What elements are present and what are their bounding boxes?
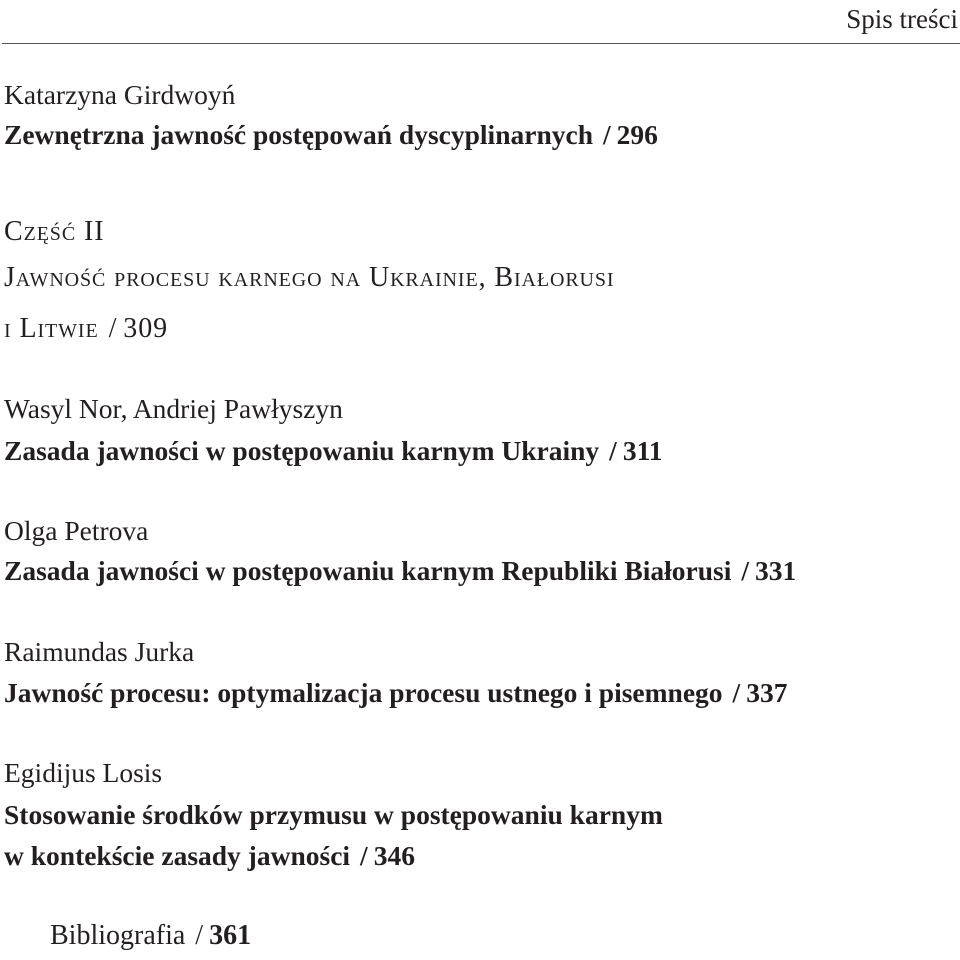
- running-header-title: Spis treści: [846, 4, 958, 34]
- entry-author: Wasyl Nor, Andriej Pawłyszyn: [4, 393, 343, 424]
- bibliography-label: Bibliografia: [50, 920, 186, 951]
- entry-title: [4, 117, 658, 153]
- header-rule: [2, 43, 960, 44]
- bibliography-entry: [50, 918, 251, 954]
- entry-title-text: w kontekście zasady jawności: [4, 840, 351, 871]
- page-separator: /: [360, 840, 368, 871]
- part-title-line: [4, 311, 168, 347]
- part-title-text: i Litwie: [4, 313, 99, 344]
- page-separator: /: [195, 920, 204, 951]
- entry-page-number: 337: [746, 677, 788, 708]
- entry-author: Egidijus Losis: [4, 757, 163, 788]
- entry-page-number: 331: [755, 555, 797, 586]
- entry-title-text: Zewnętrzna jawność postępowań dyscyplinarnych: [4, 119, 593, 150]
- page-separator: /: [741, 555, 750, 586]
- page-header: [0, 0, 960, 46]
- part-title-line: Jawność procesu karnego na Ukrainie, Białorusi: [4, 262, 615, 293]
- entry-title-text: Jawność procesu: optymalizacja procesu ustnego i pisemnego: [4, 677, 723, 708]
- page-separator: /: [609, 435, 617, 466]
- entry-author: Raimundas Jurka: [4, 636, 195, 667]
- page-separator: /: [108, 313, 118, 344]
- entry-page-number: 311: [622, 435, 663, 466]
- entry-page-number: 346: [373, 840, 415, 871]
- entry-title-text: Zasada jawności w postępowaniu karnym Ukrainy: [4, 435, 600, 466]
- entry-title-line: Stosowanie środków przymusu w postępowaniu karnym: [4, 799, 663, 830]
- entry-title: [4, 553, 796, 589]
- page-separator: /: [603, 119, 611, 150]
- entry-title: [4, 838, 415, 874]
- entry-title: [4, 433, 663, 469]
- entry-author: Olga Petrova: [4, 515, 149, 546]
- entry-page-number: 296: [616, 119, 658, 150]
- part-page-number: 309: [123, 313, 168, 344]
- bibliography-page-number: 361: [209, 920, 252, 951]
- entry-title: [4, 675, 787, 711]
- entry-author: Katarzyna Girdwoyń: [4, 79, 236, 110]
- entry-title-text: Zasada jawności w postępowaniu karnym Republiki Białorusi: [4, 555, 732, 586]
- page-separator: /: [732, 677, 741, 708]
- part-label: Część II: [4, 216, 105, 247]
